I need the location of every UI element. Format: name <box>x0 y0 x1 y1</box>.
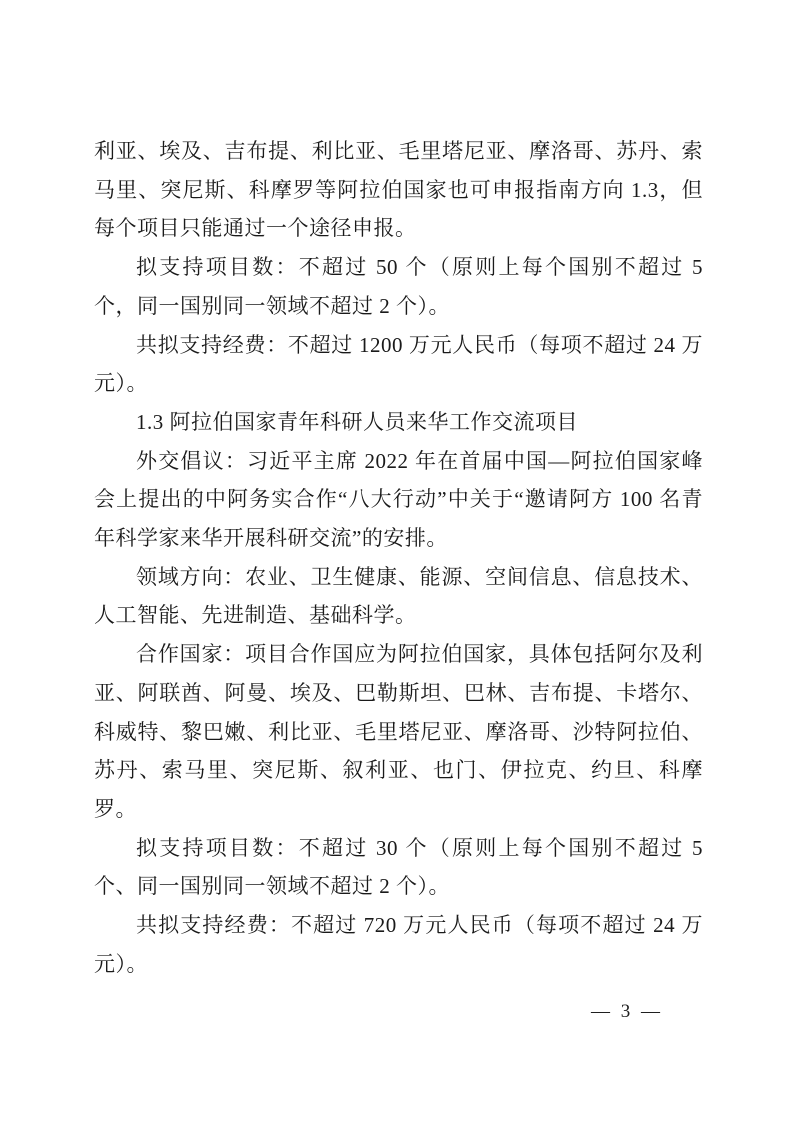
paragraph-field-directions: 领域方向：农业、卫生健康、能源、空间信息、信息技术、人工智能、先进制造、基础科学。 <box>94 564 703 628</box>
paragraph-diplomatic-initiative: 外交倡议：习近平主席 2022 年在首届中国—阿拉伯国家峰会上提出的中阿务实合作“八大行动”中关于“邀请阿方 100 名青年科学家来华开展科研交流”的安排。 <box>94 448 703 551</box>
paragraph-total-funding-1-3: 共拟支持经费：不超过 720 万元人民币（每项不超过 24 万元）。 <box>94 913 703 976</box>
paragraph-total-funding-1-2: 共拟支持经费：不超过 1200 万元人民币（每项不超过 24 万元）。 <box>94 332 703 396</box>
paragraph-cooperation-countries: 合作国家：项目合作国应为阿拉伯国家，具体包括阿尔及利亚、阿联酋、阿曼、埃及、巴勒斯坦、巴林、吉布提、卡塔尔、科威特、黎巴嫩、利比亚、毛里塔尼亚、摩洛哥、沙特阿拉伯、苏丹、索马里、突尼斯、叙利亚、也门、伊拉克、约旦、科摩罗。 <box>94 642 703 821</box>
section-heading-1-3: 1.3 阿拉伯国家青年科研人员来华工作交流项目 <box>136 409 578 434</box>
document-text-block <box>94 132 703 983</box>
paragraph-eligible-countries-continuation: 利亚、埃及、吉布提、利比亚、毛里塔尼亚、摩洛哥、苏丹、索马里、突尼斯、科摩罗等阿拉伯国家也可申报指南方向 1.3，但每个项目只能通过一个途径申报。 <box>94 139 703 241</box>
page-number: — 3 — <box>591 1001 663 1022</box>
paragraph-supported-projects-1-3: 拟支持项目数：不超过 30 个（原则上每个国别不超过 5 个、同一国别同一领域不超过 2 个）。 <box>94 835 703 899</box>
paragraph-supported-projects-1-2: 拟支持项目数：不超过 50 个（原则上每个国别不超过 5 个，同一国别同一领域不超过 2 个）。 <box>94 255 703 318</box>
